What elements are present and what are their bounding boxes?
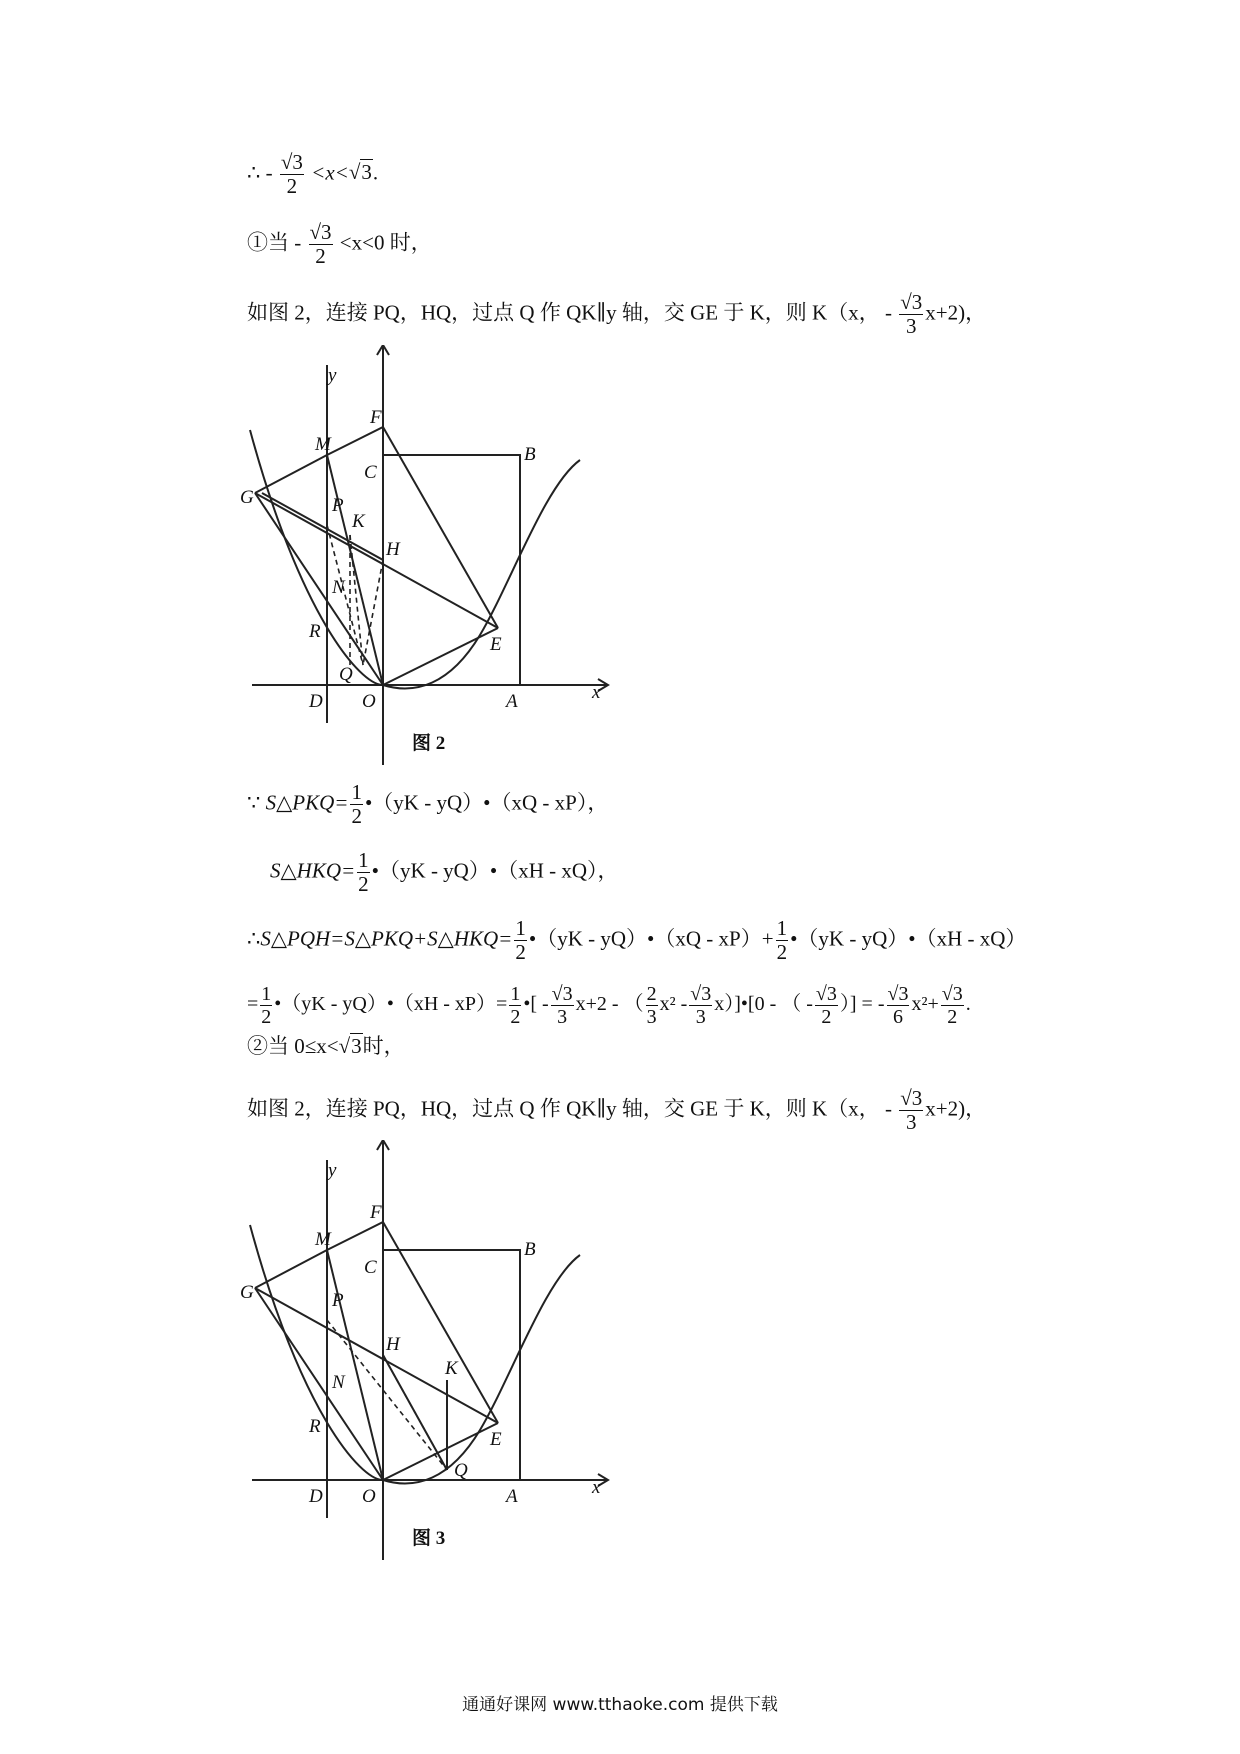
numerator: 3 <box>292 150 303 174</box>
denominator: 2 <box>821 1006 832 1028</box>
sqrt-radicand: 3 <box>361 160 372 185</box>
fraction: $\frac{√3}{3}$ <box>900 290 923 338</box>
fraction-sqrt3-over-3: $\frac{√3}{3}$ <box>690 983 712 1028</box>
case-two-condition <box>247 1036 405 1057</box>
inequality-middle: <x< <box>311 160 349 185</box>
fraction-sqrt3-over-2: $\frac{√3}{2}$ <box>815 983 837 1028</box>
numerator: 3 <box>898 983 909 1005</box>
sqrt: √3 <box>348 160 372 185</box>
label-G: G <box>240 1282 254 1303</box>
label-Q: Q <box>454 1460 468 1481</box>
denominator: 2 <box>510 1006 521 1028</box>
numerator: 2 <box>646 983 657 1005</box>
case-two-tail: 时， <box>362 1034 405 1058</box>
numerator: 3 <box>321 220 332 244</box>
fraction-half <box>509 984 521 1027</box>
figure-2 <box>240 345 660 770</box>
range-inequality <box>247 152 378 197</box>
denominator: 2 <box>515 940 526 964</box>
denominator: 3 <box>557 1006 568 1028</box>
label-O: O <box>362 1486 376 1507</box>
minus-sign: - <box>294 230 302 255</box>
label-M: M <box>315 434 331 455</box>
label-N: N <box>332 577 345 598</box>
figure-3-diagram <box>240 1140 660 1560</box>
case-two-text: ②当 0≤x< <box>247 1034 339 1058</box>
label-B: B <box>524 444 536 465</box>
label-R: R <box>309 621 321 642</box>
label-H: H <box>386 1334 400 1355</box>
label-M: M <box>315 1229 331 1250</box>
numerator: 3 <box>911 1086 923 1110</box>
denominator: 2 <box>261 1006 272 1028</box>
label-P: P <box>332 495 344 516</box>
label-E: E <box>490 634 502 655</box>
fraction-sqrt3-over-2: $\frac{√3}{2}$ <box>941 983 963 1028</box>
denominator: 6 <box>892 1006 903 1028</box>
label-A: A <box>506 691 518 712</box>
denominator: 2 <box>315 244 326 268</box>
numerator: 1 <box>358 848 369 872</box>
numerator: 3 <box>911 290 923 314</box>
because-symbol: ∵ <box>247 790 261 815</box>
denominator: 3 <box>905 1110 917 1134</box>
case-one-condition <box>247 222 432 267</box>
label-A: A <box>506 1486 518 1507</box>
construction-text <box>247 292 986 337</box>
label-y: y <box>328 1160 337 1181</box>
denominator: 2 <box>286 174 298 198</box>
label-F: F <box>370 1202 382 1223</box>
fraction-sqrt3-over-3: $\frac{√3}{3}$ <box>551 983 573 1028</box>
case-rest: <x<0 时， <box>339 230 432 255</box>
label-F: F <box>370 407 382 428</box>
area-pkq-lhs: S△PKQ= <box>265 790 349 815</box>
fraction: $\frac{√3}{3}$ <box>900 1086 923 1134</box>
label-H: H <box>386 539 400 560</box>
numerator: 3 <box>701 983 712 1005</box>
fraction: $\frac{√3}{2}$ <box>280 150 303 198</box>
area-pkq-rhs: •（yK - yQ）•（xQ - xP）， <box>364 790 609 815</box>
denominator: 2 <box>358 872 369 896</box>
fraction-half <box>776 918 789 963</box>
result-part-1: •（yK - yQ）•（xH - xP）= <box>274 993 508 1016</box>
page-footer <box>0 1690 1240 1715</box>
label-P: P <box>332 1290 344 1311</box>
area-pqh-lhs: S△PQH=S△PKQ+S△HKQ= <box>260 926 513 951</box>
label-C: C <box>364 462 377 483</box>
construction-main: 如图 2，连接 PQ，HQ，过点 Q 作 QK∥y 轴，交 GE 于 K，则 K（x， - <box>247 1096 892 1121</box>
numerator: 3 <box>562 983 573 1005</box>
area-pqh-middle: •（yK - yQ）•（xQ - xP）+ <box>528 926 774 951</box>
denominator: 3 <box>905 314 917 338</box>
numerator: 3 <box>826 983 837 1005</box>
label-Q: Q <box>339 664 353 685</box>
result-part-6: ）] = - <box>839 993 885 1016</box>
footer-text: 通通好课网 www.tthaoke.com 提供下载 <box>462 1695 778 1715</box>
therefore-symbol: ∴ <box>247 926 261 951</box>
numerator: 1 <box>261 983 272 1005</box>
numerator: 1 <box>351 780 362 804</box>
numerator: 1 <box>515 916 526 940</box>
figure-2-caption: 图 2 <box>412 733 446 754</box>
denominator: 2 <box>776 940 788 964</box>
label-E: E <box>490 1429 502 1450</box>
result-part-5: x）]•[0 - （ - <box>714 993 813 1016</box>
period: . <box>372 160 379 185</box>
figure-3 <box>240 1140 660 1565</box>
denominator: 3 <box>695 1006 706 1028</box>
area-pqh-rhs: •（yK - yQ）•（xH - xQ） <box>790 926 1027 951</box>
figure-3-caption: 图 3 <box>412 1528 446 1549</box>
sqrt-radicand: 3 <box>351 1034 362 1058</box>
label-G: G <box>240 487 254 508</box>
denominator: 3 <box>646 1006 657 1028</box>
label-D: D <box>309 691 323 712</box>
fraction-half <box>514 918 527 963</box>
fraction-half <box>260 984 272 1027</box>
sqrt: √3 <box>338 1034 362 1058</box>
label-N: N <box>332 1372 345 1393</box>
area-result <box>247 984 971 1027</box>
label-x: x <box>592 1477 601 1498</box>
construction-text-2 <box>247 1088 986 1133</box>
fraction-half <box>350 782 363 827</box>
construction-main: 如图 2，连接 PQ，HQ，过点 Q 作 QK∥y 轴，交 GE 于 K，则 K（x， - <box>247 300 892 325</box>
construction-tail: x+2)， <box>925 1096 987 1121</box>
area-pqh-formula <box>247 918 1026 963</box>
result-part-3: x+2 - （ <box>575 993 644 1016</box>
period: . <box>965 993 971 1016</box>
area-hkq-formula <box>270 850 619 895</box>
result-part-2: •[ - <box>523 993 549 1016</box>
label-K: K <box>445 1358 458 1379</box>
figure-2-diagram <box>240 345 660 765</box>
numerator: 1 <box>510 983 521 1005</box>
label-x: x <box>592 682 601 703</box>
fraction-two-thirds <box>646 984 658 1027</box>
label-C: C <box>364 1257 377 1278</box>
label-K: K <box>352 511 365 532</box>
construction-tail: x+2)， <box>925 300 987 325</box>
label-R: R <box>309 1416 321 1437</box>
area-pkq-formula <box>247 782 608 827</box>
denominator: 2 <box>947 1006 958 1028</box>
area-hkq-lhs: S△HKQ= <box>270 858 356 883</box>
label-O: O <box>362 691 376 712</box>
numerator: 3 <box>952 983 963 1005</box>
label-D: D <box>309 1486 323 1507</box>
label-B: B <box>524 1239 536 1260</box>
minus-sign: - <box>265 160 273 185</box>
numerator: 1 <box>776 916 788 940</box>
fraction-half <box>357 850 370 895</box>
case-prefix: ①当 <box>247 230 289 255</box>
area-hkq-rhs: •（yK - yQ）•（xH - xQ）， <box>371 858 619 883</box>
label-y: y <box>328 365 337 386</box>
result-part-7: x²+ <box>911 993 939 1016</box>
equals-sign: = <box>247 993 259 1016</box>
therefore-symbol: ∴ <box>247 160 261 185</box>
fraction-sqrt3-over-6: $\frac{√3}{6}$ <box>887 983 909 1028</box>
result-part-4: x² - <box>659 993 688 1016</box>
fraction: $\frac{√3}{2}$ <box>309 220 332 268</box>
denominator: 2 <box>351 804 362 828</box>
